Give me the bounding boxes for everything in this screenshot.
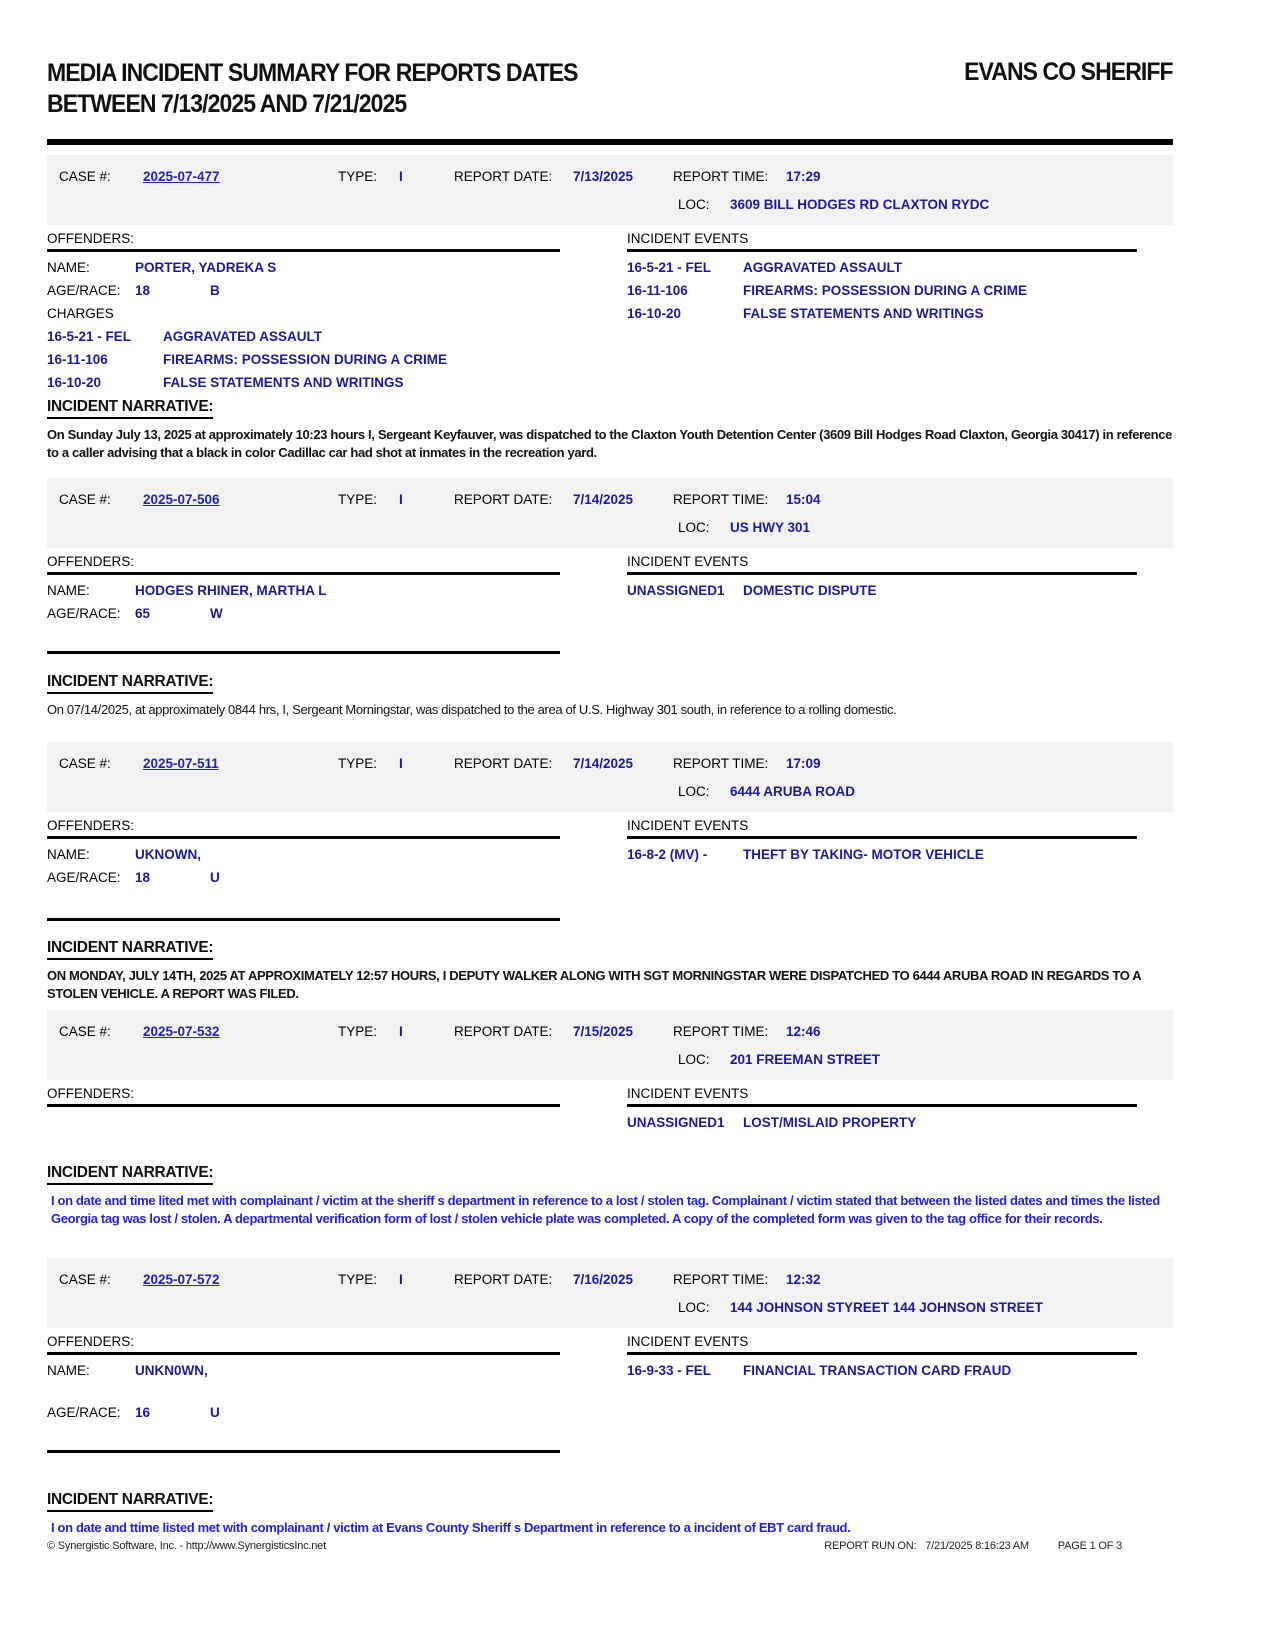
type-value: I — [399, 492, 403, 507]
loc-label: LOC: — [678, 784, 710, 799]
report-time-label: REPORT TIME: — [673, 492, 769, 507]
events-column — [627, 818, 1137, 862]
type-value: I — [399, 1024, 403, 1039]
case-header — [47, 1258, 1173, 1328]
loc-label: LOC: — [678, 1300, 710, 1315]
loc-label: LOC: — [678, 1052, 710, 1067]
offender-age-row — [47, 870, 560, 885]
offender-age-row — [47, 1405, 560, 1420]
report-time-value: 17:29 — [786, 169, 821, 184]
narrative-heading: INCIDENT NARRATIVE: — [47, 398, 213, 419]
incident-events-heading: INCIDENT EVENTS — [627, 1086, 1137, 1107]
name-label: NAME: — [47, 260, 90, 275]
offender-name-row — [47, 1363, 560, 1378]
narrative-heading: INCIDENT NARRATIVE: — [47, 673, 213, 694]
age-value: 18 — [135, 283, 151, 298]
narrative-section — [47, 398, 1173, 461]
event-desc: DOMESTIC DISPUTE — [743, 583, 877, 598]
case-columns — [47, 231, 1173, 390]
case-columns — [47, 818, 1173, 921]
report-date-label: REPORT DATE: — [454, 756, 553, 771]
case-label: CASE #: — [59, 1272, 111, 1287]
narrative-heading: INCIDENT NARRATIVE: — [47, 939, 213, 960]
loc-value: 6444 ARUBA ROAD — [730, 784, 856, 799]
offender-name-row — [47, 583, 560, 598]
case-block-2025-07-477 — [47, 155, 1173, 461]
case-number-link[interactable]: 2025-07-532 — [143, 1024, 220, 1039]
age-race-label: AGE/RACE: — [47, 870, 121, 885]
case-header — [47, 478, 1173, 548]
offenders-column — [47, 231, 560, 390]
case-block-2025-07-511 — [47, 742, 1173, 1002]
loc-value: 144 JOHNSON STYREET 144 JOHNSON STREET — [730, 1300, 1043, 1315]
name-label: NAME: — [47, 847, 90, 862]
event-desc: LOST/MISLAID PROPERTY — [743, 1115, 917, 1130]
report-time-label: REPORT TIME: — [673, 1272, 769, 1287]
type-value: I — [399, 1272, 403, 1287]
report-date-label: REPORT DATE: — [454, 169, 553, 184]
event-row — [627, 306, 1137, 321]
event-code: UNASSIGNED1 — [627, 583, 725, 598]
narrative-section — [47, 673, 1173, 719]
race-value: W — [210, 606, 223, 621]
type-label: TYPE: — [338, 492, 378, 507]
report-run-on-value: 7/21/2025 8:16:23 AM — [925, 1540, 1029, 1552]
agency-name: EVANS CO SHERIFF — [964, 58, 1173, 86]
incident-events-heading: INCIDENT EVENTS — [627, 231, 1137, 252]
offenders-heading: OFFENDERS: — [47, 1086, 560, 1107]
offenders-closing-rule — [47, 1450, 560, 1453]
footer-report-info — [818, 1540, 1122, 1552]
report-header — [47, 58, 1173, 119]
event-desc: FALSE STATEMENTS AND WRITINGS — [743, 306, 984, 321]
event-code: 16-9-33 - FEL — [627, 1363, 712, 1378]
narrative-text: ON MONDAY, JULY 14TH, 2025 AT APPROXIMATELY 12:57 HOURS, I DEPUTY WALKER ALONG WITH SGT MORNINGSTAR WERE DISPATCHED TO 6444 ARUBA ROAD IN REGARDS TO A STOLEN VEHICLE. A REPORT WAS FILED. — [47, 968, 1141, 1001]
page-indicator: PAGE 1 OF 3 — [1057, 1540, 1122, 1552]
event-desc: FINANCIAL TRANSACTION CARD FRAUD — [743, 1363, 1012, 1378]
charge-desc: FALSE STATEMENTS AND WRITINGS — [163, 375, 404, 390]
charge-code: 16-5-21 - FEL — [47, 329, 132, 344]
name-label: NAME: — [47, 583, 90, 598]
report-date-label: REPORT DATE: — [454, 1024, 553, 1039]
race-value: B — [210, 283, 220, 298]
type-value: I — [399, 169, 403, 184]
case-header — [47, 742, 1173, 812]
page-footer — [47, 1540, 1122, 1552]
offender-name: UNKN0WN, — [135, 1363, 208, 1378]
charges-heading-row — [47, 306, 560, 321]
offender-name: HODGES RHINER, MARTHA L — [135, 583, 327, 598]
offenders-heading: OFFENDERS: — [47, 1334, 560, 1355]
charge-desc: FIREARMS: POSSESSION DURING A CRIME — [163, 352, 448, 367]
case-block-2025-07-506 — [47, 478, 1173, 719]
report-date-label: REPORT DATE: — [454, 1272, 553, 1287]
offenders-column — [47, 554, 560, 654]
report-date-value: 7/15/2025 — [573, 1024, 634, 1039]
narrative-text: I on date and ttime listed met with complainant / victim at Evans County Sheriff s Department in reference to a incident of EBT card fraud. — [51, 1520, 851, 1535]
event-code: 16-8-2 (MV) - — [627, 847, 708, 862]
report-date-value: 7/16/2025 — [573, 1272, 634, 1287]
narrative-text: I on date and time lited met with complainant / victim at the sheriff s department in reference to a lost / stolen tag. Complainant / victim stated that between the listed dates and times the listed Georgia tag was lost / stolen. A departmental verification form of lost / stolen vehicle plate was completed. A copy of the completed form was given to the tag office for their records. — [51, 1193, 1160, 1226]
type-label: TYPE: — [338, 756, 378, 771]
case-columns — [47, 1086, 1173, 1130]
event-code: 16-10-20 — [627, 306, 682, 321]
race-value: U — [210, 870, 220, 885]
case-label: CASE #: — [59, 1024, 111, 1039]
events-column — [627, 1334, 1137, 1378]
event-row — [627, 1115, 1137, 1130]
narrative-heading: INCIDENT NARRATIVE: — [47, 1491, 213, 1512]
age-race-label: AGE/RACE: — [47, 283, 121, 298]
case-number-link[interactable]: 2025-07-477 — [143, 169, 220, 184]
narrative-text: On 07/14/2025, at approximately 0844 hrs, I, Sergeant Morningstar, was dispatched to the area of U.S. Highway 301 south, in reference to a rolling domestic. — [47, 702, 897, 717]
case-columns — [47, 554, 1173, 654]
case-label: CASE #: — [59, 169, 111, 184]
report-date-value: 7/14/2025 — [573, 492, 634, 507]
event-row — [627, 1363, 1137, 1378]
charge-row — [47, 329, 560, 344]
charge-code: 16-11-106 — [47, 352, 108, 367]
race-value: U — [210, 1405, 220, 1420]
case-number-link[interactable]: 2025-07-572 — [143, 1272, 220, 1287]
offenders-column — [47, 818, 560, 921]
offenders-column — [47, 1086, 560, 1107]
narrative-heading: INCIDENT NARRATIVE: — [47, 1164, 213, 1185]
narrative-section — [47, 1491, 1173, 1537]
offenders-heading: OFFENDERS: — [47, 231, 560, 252]
age-value: 18 — [135, 870, 151, 885]
narrative-text: On Sunday July 13, 2025 at approximately 10:23 hours I, Sergeant Keyfauver, was dispatched to the Claxton Youth Detention Center (3609 Bill Hodges Road Claxton, Georgia 30417) in reference to a caller advising that a black in color Cadillac car had shot at inmates in the recreation yard. — [47, 427, 1173, 460]
offender-name-row — [47, 260, 560, 275]
title-divider — [47, 139, 1173, 145]
events-column — [627, 1086, 1137, 1130]
event-code: 16-11-106 — [627, 283, 688, 298]
offenders-column — [47, 1334, 560, 1453]
loc-label: LOC: — [678, 520, 710, 535]
footer-copyright: © Synergistic Software, Inc. - http://www.SynergisticsInc.net — [47, 1540, 326, 1552]
offender-name: UKNOWN, — [135, 847, 201, 862]
narrative-section — [47, 939, 1173, 1002]
loc-value: 3609 BILL HODGES RD CLAXTON RYDC — [730, 197, 990, 212]
event-row — [627, 260, 1137, 275]
events-column — [627, 554, 1137, 598]
report-time-value: 15:04 — [786, 492, 821, 507]
loc-label: LOC: — [678, 197, 710, 212]
event-desc: AGGRAVATED ASSAULT — [743, 260, 902, 275]
age-race-label: AGE/RACE: — [47, 1405, 121, 1420]
type-value: I — [399, 756, 403, 771]
offender-age-row — [47, 283, 560, 298]
event-row — [627, 583, 1137, 598]
charge-row — [47, 352, 560, 367]
offender-age-row — [47, 606, 560, 621]
event-row — [627, 847, 1137, 862]
event-code: 16-5-21 - FEL — [627, 260, 712, 275]
case-header — [47, 155, 1173, 225]
page-title-line2: BETWEEN 7/13/2025 AND 7/21/2025 — [47, 89, 407, 118]
report-date-label: REPORT DATE: — [454, 492, 553, 507]
report-time-label: REPORT TIME: — [673, 169, 769, 184]
event-row — [627, 283, 1137, 298]
report-run-on-label: REPORT RUN ON: — [824, 1540, 917, 1552]
type-label: TYPE: — [338, 169, 378, 184]
age-value: 16 — [135, 1405, 151, 1420]
case-columns — [47, 1334, 1173, 1453]
case-header — [47, 1010, 1173, 1080]
case-number-link[interactable]: 2025-07-511 — [143, 756, 219, 771]
report-time-value: 12:46 — [786, 1024, 821, 1039]
case-block-2025-07-572 — [47, 1258, 1173, 1537]
event-desc: FIREARMS: POSSESSION DURING A CRIME — [743, 283, 1028, 298]
charge-code: 16-10-20 — [47, 375, 102, 390]
charge-row — [47, 375, 560, 390]
charges-label: CHARGES — [47, 306, 114, 321]
report-time-label: REPORT TIME: — [673, 1024, 769, 1039]
loc-value: US HWY 301 — [730, 520, 811, 535]
page-title — [47, 58, 578, 119]
offenders-closing-rule — [47, 651, 560, 654]
charge-desc: AGGRAVATED ASSAULT — [163, 329, 322, 344]
age-value: 65 — [135, 606, 151, 621]
page-title-line1: MEDIA INCIDENT SUMMARY FOR REPORTS DATES — [47, 59, 578, 87]
case-label: CASE #: — [59, 492, 111, 507]
events-column — [627, 231, 1137, 321]
incident-events-heading: INCIDENT EVENTS — [627, 818, 1137, 839]
report-time-label: REPORT TIME: — [673, 756, 769, 771]
event-code: UNASSIGNED1 — [627, 1115, 725, 1130]
report-time-value: 12:32 — [786, 1272, 821, 1287]
type-label: TYPE: — [338, 1272, 378, 1287]
offenders-closing-rule — [47, 918, 560, 921]
offender-name: PORTER, YADREKA S — [135, 260, 277, 275]
case-number-link[interactable]: 2025-07-506 — [143, 492, 220, 507]
loc-value: 201 FREEMAN STREET — [730, 1052, 881, 1067]
offenders-heading: OFFENDERS: — [47, 554, 560, 575]
type-label: TYPE: — [338, 1024, 378, 1039]
case-block-2025-07-532 — [47, 1010, 1173, 1227]
age-race-label: AGE/RACE: — [47, 606, 121, 621]
narrative-section — [47, 1164, 1173, 1227]
event-desc: THEFT BY TAKING- MOTOR VEHICLE — [743, 847, 984, 862]
report-date-value: 7/14/2025 — [573, 756, 634, 771]
report-time-value: 17:09 — [786, 756, 821, 771]
case-label: CASE #: — [59, 756, 111, 771]
report-date-value: 7/13/2025 — [573, 169, 634, 184]
name-label: NAME: — [47, 1363, 90, 1378]
offenders-heading: OFFENDERS: — [47, 818, 560, 839]
incident-events-heading: INCIDENT EVENTS — [627, 554, 1137, 575]
incident-events-heading: INCIDENT EVENTS — [627, 1334, 1137, 1355]
offender-name-row — [47, 847, 560, 862]
